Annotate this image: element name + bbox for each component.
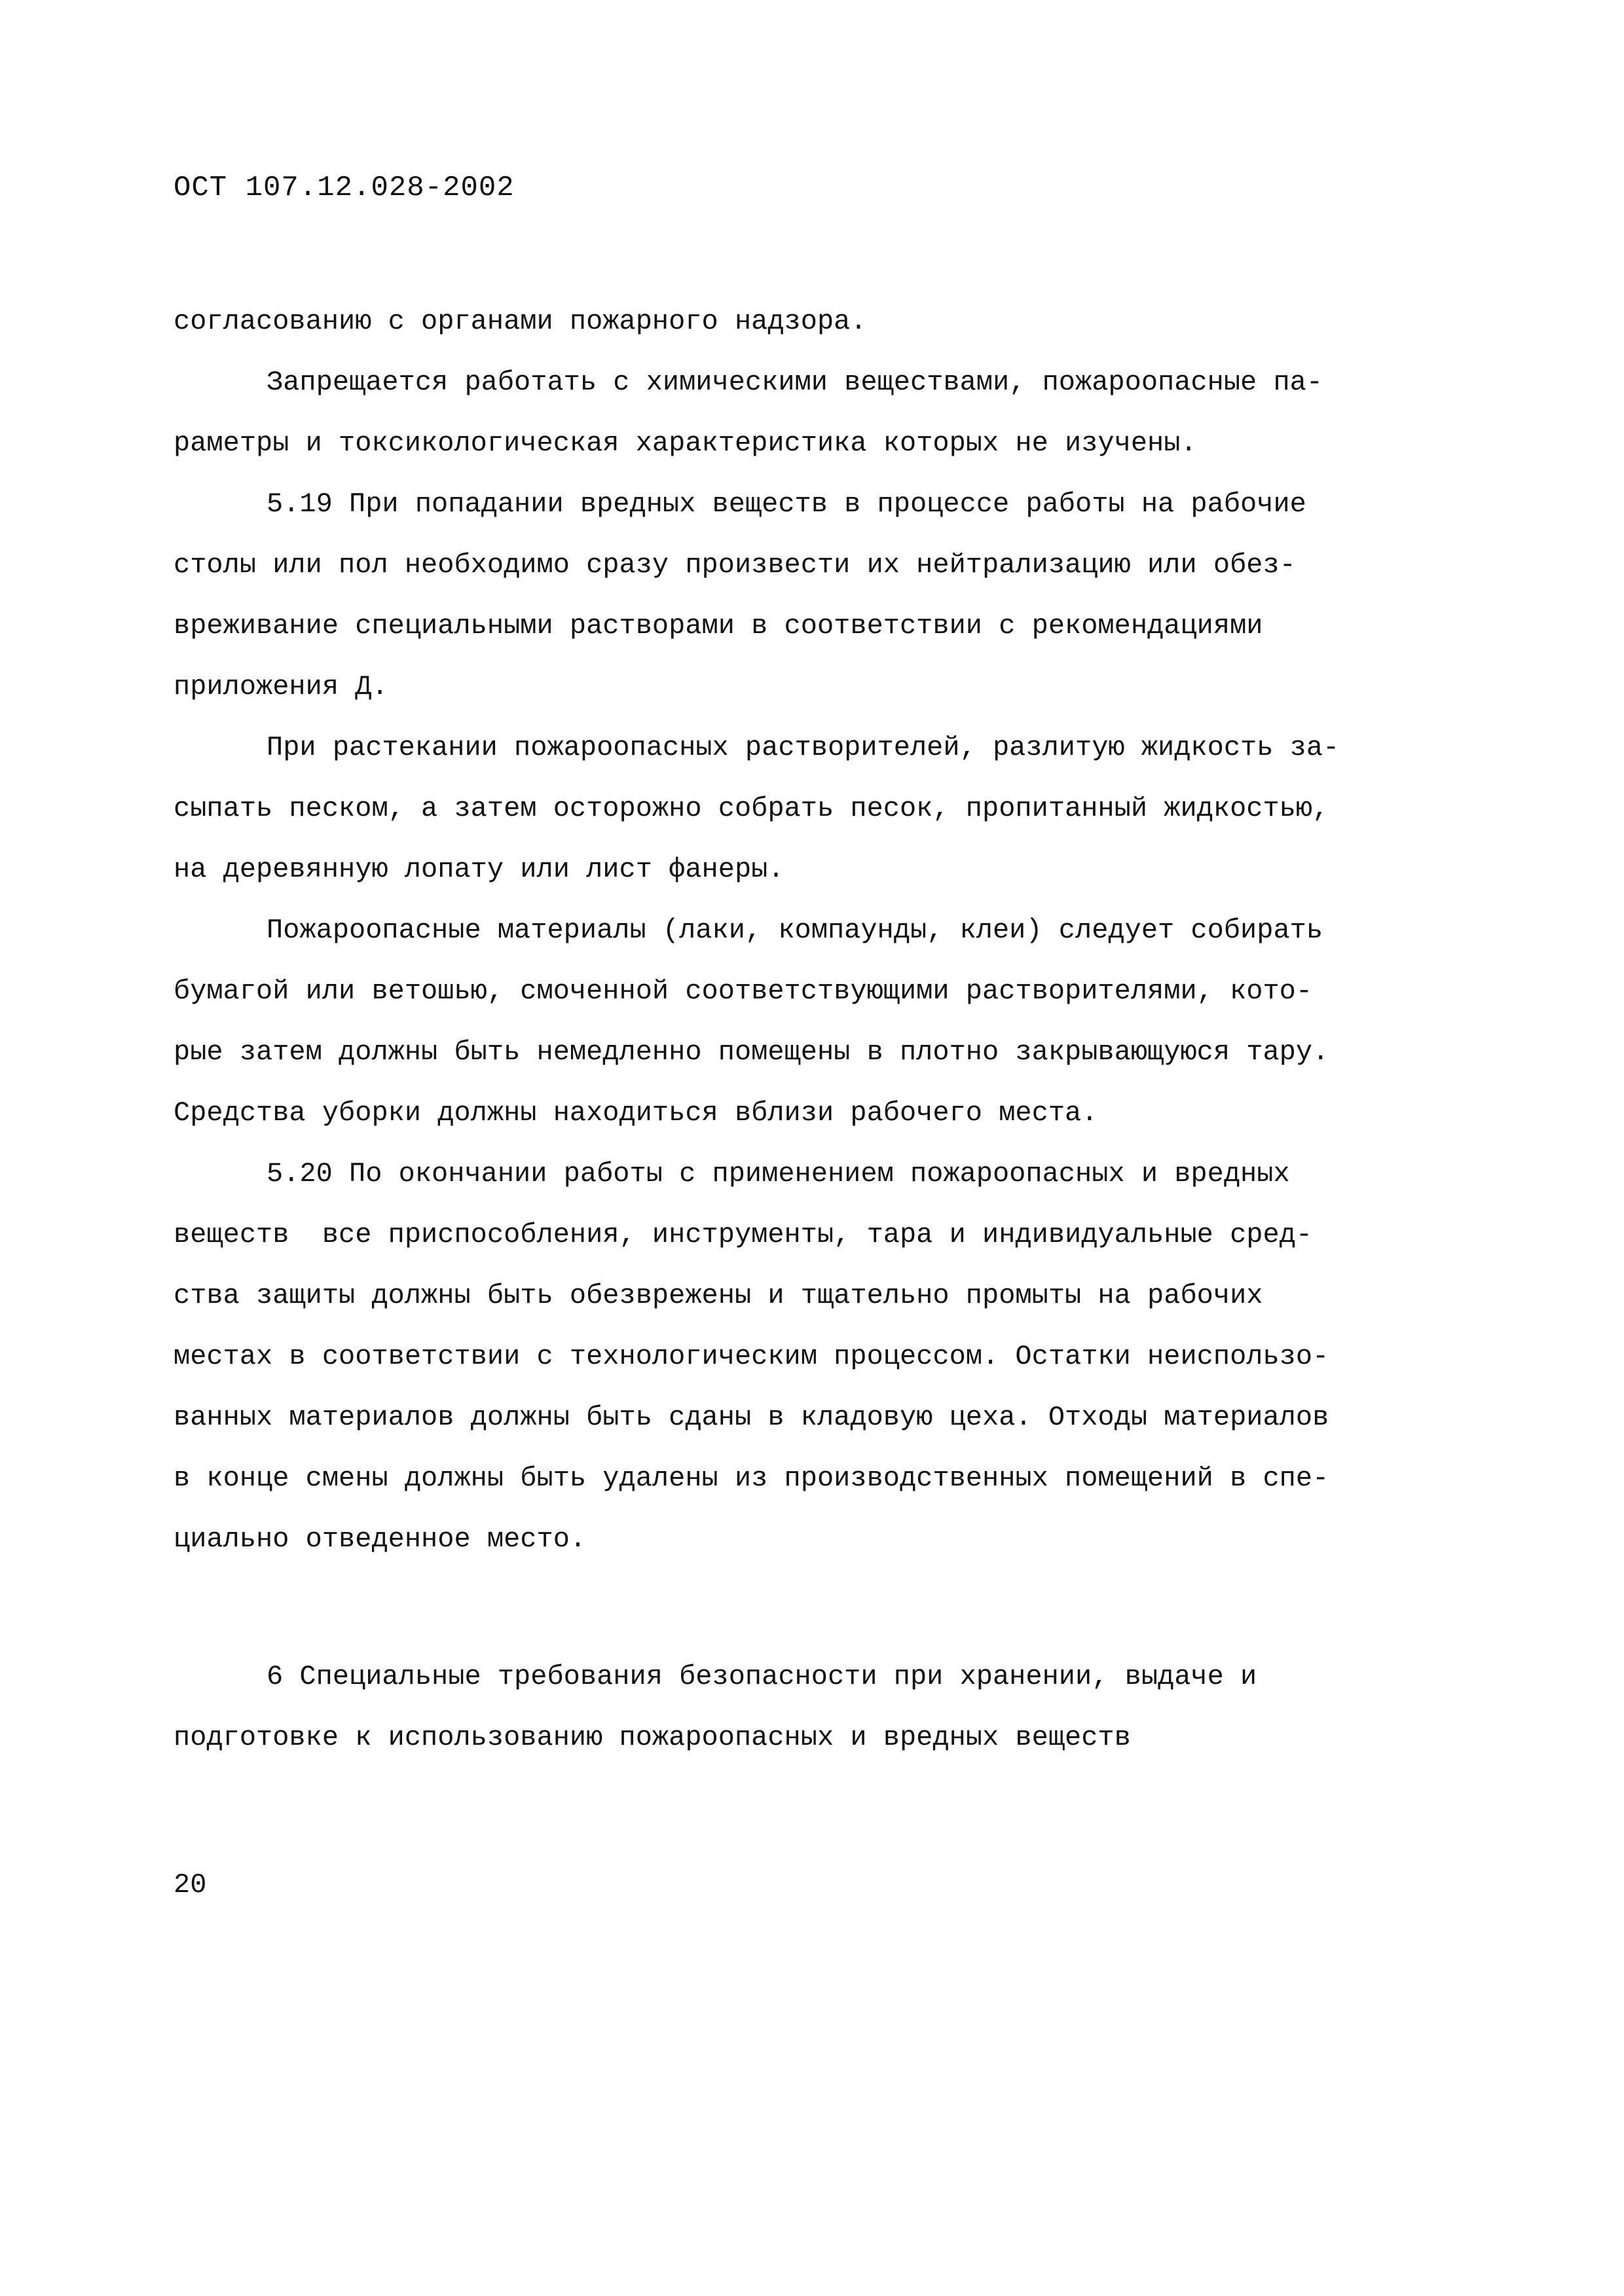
text-line: приложения Д.: [174, 671, 388, 702]
text-line: на деревянную лопату или лист фанеры.: [174, 854, 784, 885]
text-line: согласованию с органами пожарного надзора.: [174, 306, 867, 337]
clause-5-20: 5.20 По окончании работы с применением пожароопасных и вредных: [267, 1158, 1290, 1190]
text-line: веществ все приспособления, инструменты, тара и индивидуальные сред-: [174, 1219, 1313, 1250]
paragraph-start: Запрещается работать с химическими веществами, пожароопасные па-: [267, 367, 1323, 398]
text-line: сыпать песком, а затем осторожно собрать песок, пропитанный жидкостью,: [174, 793, 1329, 824]
paragraph-start: Пожароопасные материалы (лаки, компаунды, клеи) следует собирать: [267, 915, 1323, 946]
text-line: раметры и токсикологическая характеристика которых не изучены.: [174, 428, 1197, 459]
text-line: столы или пол необходимо сразу произвести их нейтрализацию или обез-: [174, 549, 1296, 581]
paragraph-start: При растекании пожароопасных растворителей, разлитую жидкость за-: [267, 732, 1340, 763]
text-line: циально отведенное место.: [174, 1523, 587, 1555]
document-header: ОСТ 107.12.028-2002: [174, 172, 515, 204]
section-heading-line: подготовке к использованию пожароопасных и вредных веществ: [174, 1722, 1131, 1753]
text-line: в конце смены должны быть удалены из производственных помещений в спе-: [174, 1463, 1329, 1494]
text-line: ства защиты должны быть обезврежены и тщательно промыты на рабочих: [174, 1280, 1263, 1311]
page-number: 20: [174, 1869, 207, 1901]
text-line: бумагой или ветошью, смоченной соответствующими растворителями, кото-: [174, 975, 1313, 1007]
section-6-heading: [174, 1647, 1473, 1768]
document-body: [174, 291, 1473, 1570]
text-line: местах в соответствии с технологическим процессом. Остатки неиспользо-: [174, 1341, 1329, 1372]
section-heading-line: 6 Специальные требования безопасности при хранении, выдаче и: [267, 1661, 1257, 1692]
text-line: Средства уборки должны находиться вблизи рабочего места.: [174, 1097, 1098, 1129]
text-line: ванных материалов должны быть сданы в кладовую цеха. Отходы материалов: [174, 1402, 1329, 1433]
text-line: рые затем должны быть немедленно помещены в плотно закрывающуюся тару.: [174, 1036, 1329, 1068]
text-line: вреживание специальными растворами в соответствии с рекомендациями: [174, 610, 1263, 642]
clause-5-19: 5.19 При попадании вредных веществ в процессе работы на рабочие: [267, 488, 1306, 520]
